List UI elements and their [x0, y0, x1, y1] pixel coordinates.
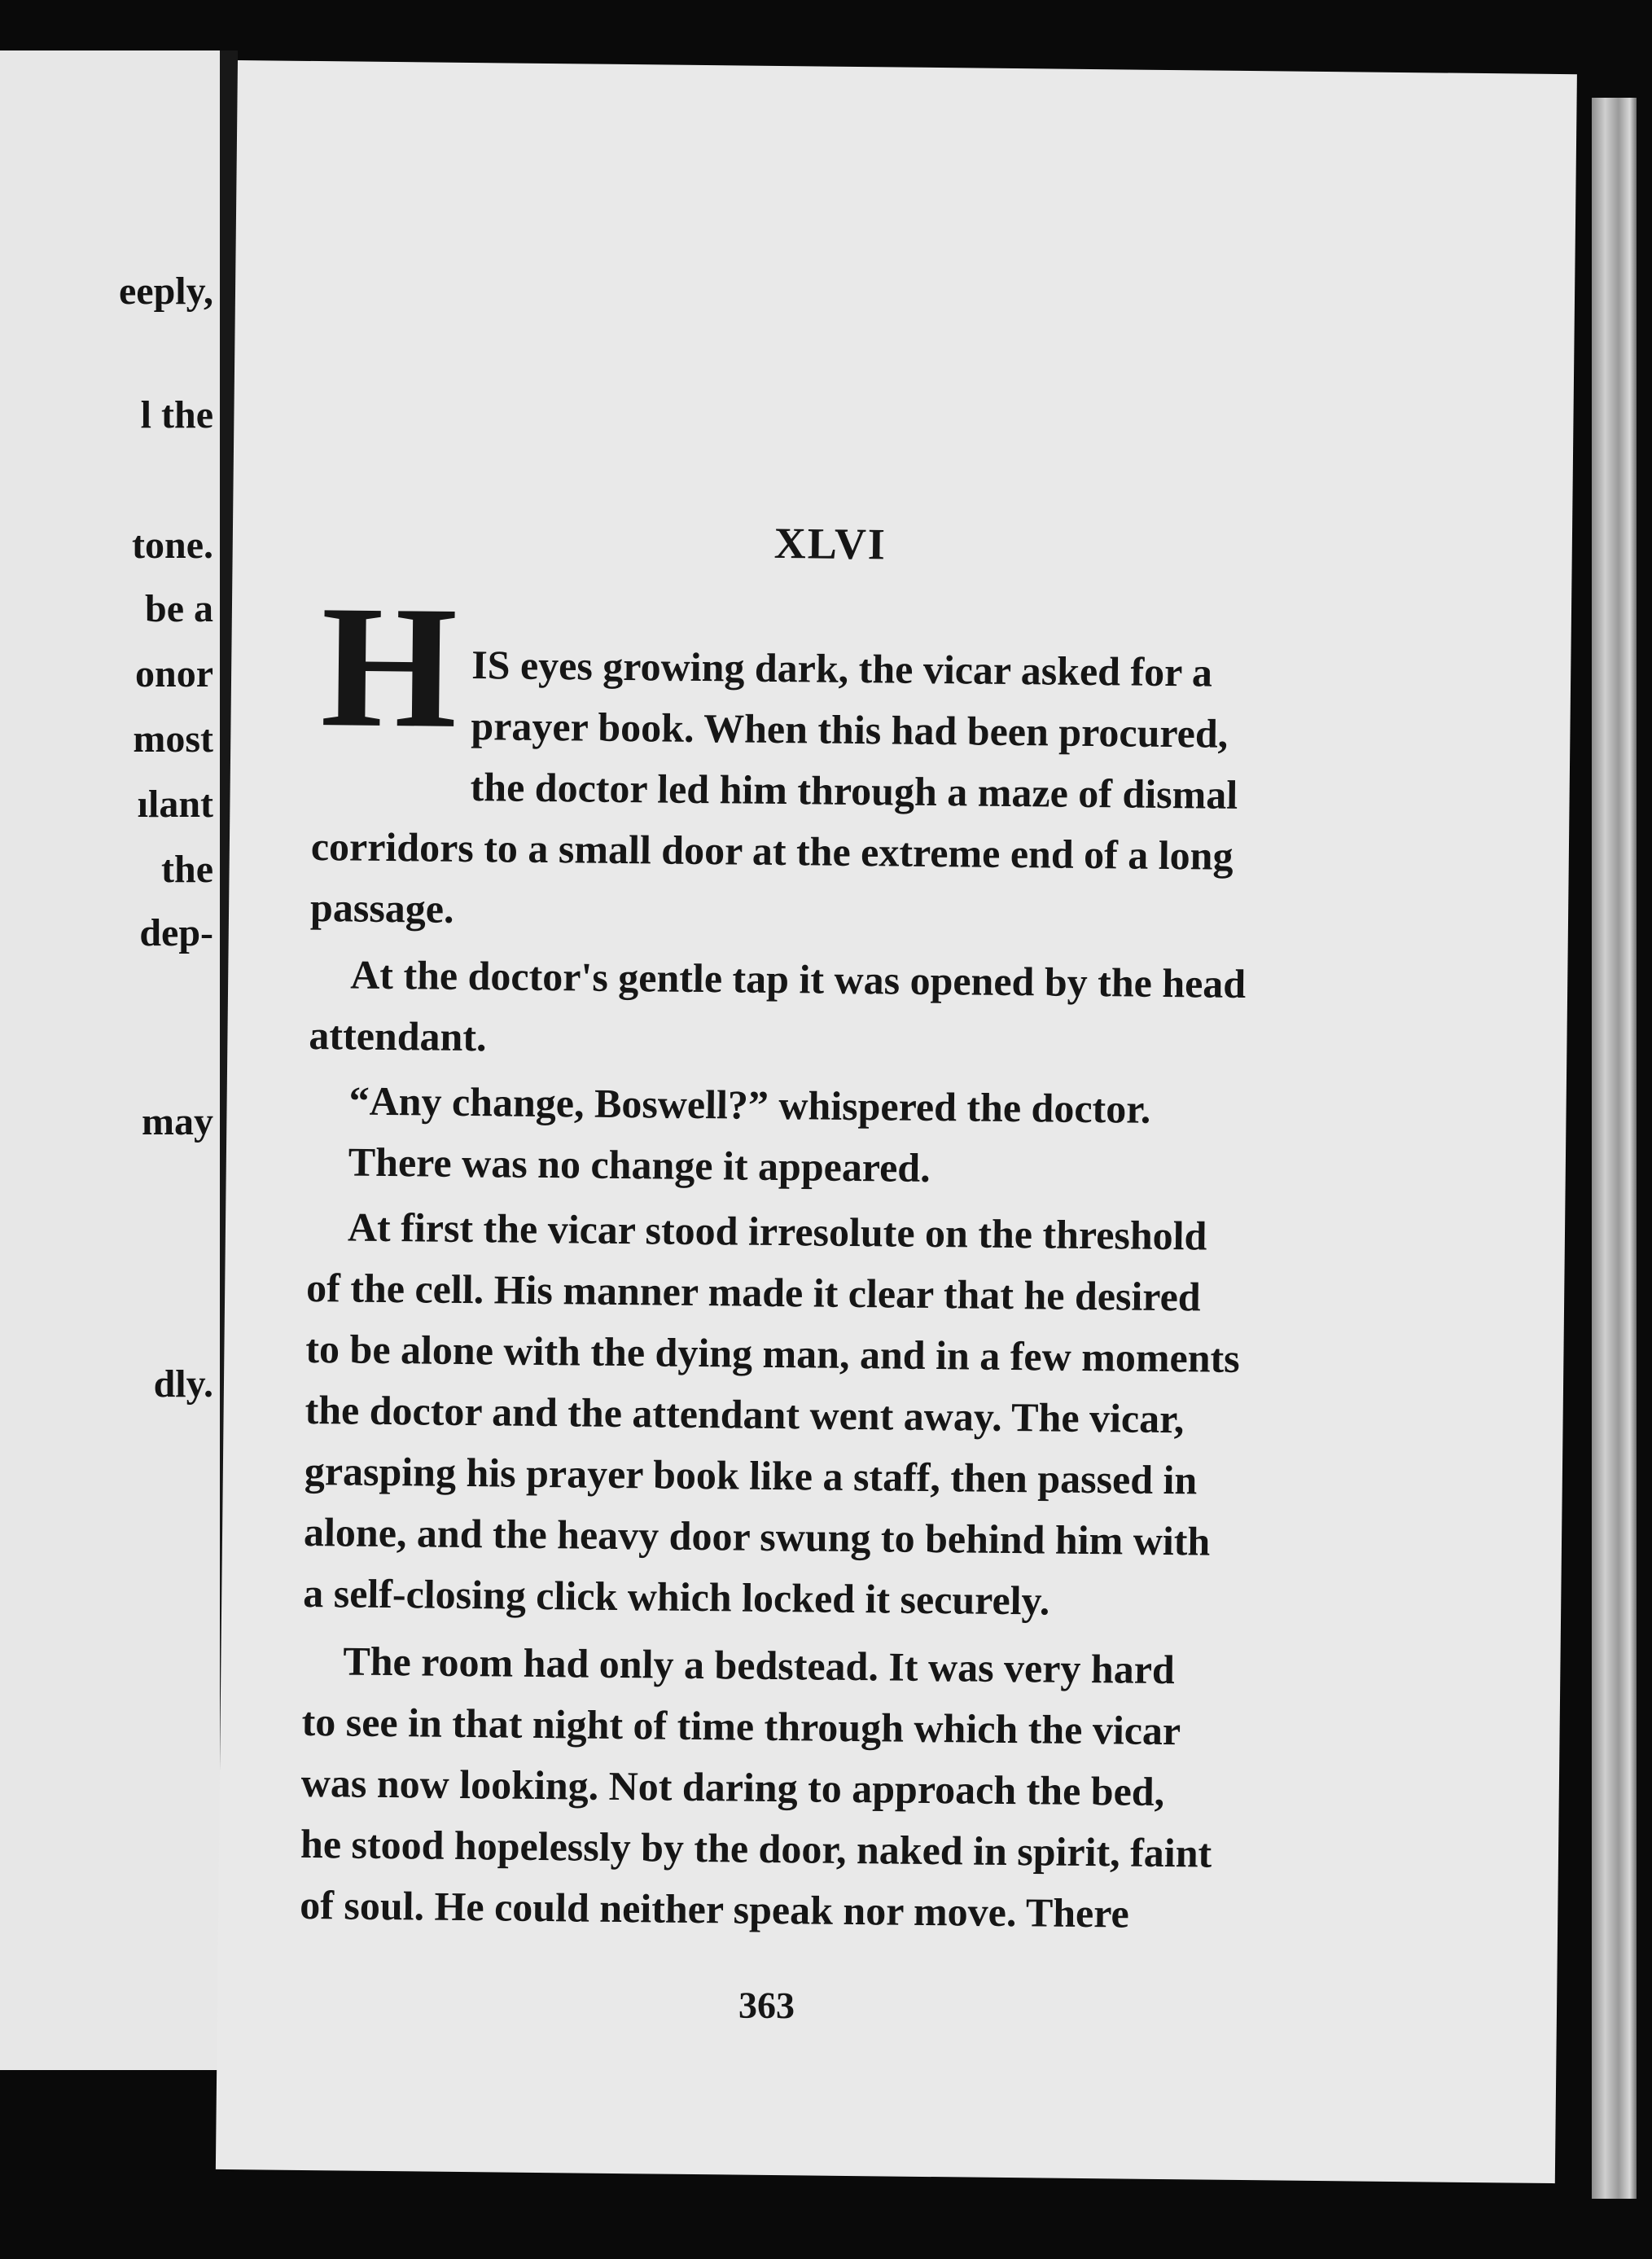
text-line: corridors to a small door at the extreme end of a long — [310, 822, 1234, 879]
text-line: There was no change it appeared. — [348, 1138, 931, 1191]
left-page-fragment: the — [161, 848, 213, 891]
text-line: The room had only a bedstead. It was very hard — [343, 1638, 1176, 1693]
page-edge — [1592, 98, 1637, 2199]
text-line: At the doctor's gentle tap it was opened by the head — [349, 951, 1247, 1007]
text-line: a self-closing click which locked it securely. — [303, 1569, 1050, 1624]
text-line: to see in that night of time through which the vicar — [301, 1698, 1181, 1754]
left-page-fragment: dly. — [153, 1362, 213, 1406]
text-line: At first the vicar stood irresolute on the threshold — [347, 1204, 1207, 1259]
left-page-fragment: be a — [145, 587, 213, 630]
left-page-fragment: l the — [140, 393, 213, 436]
text-line: attendant. — [309, 1011, 487, 1060]
text-line: he stood hopelessly by the door, naked in spirit, faint — [300, 1820, 1212, 1876]
text-line: the doctor led him through a maze of dismal — [470, 764, 1238, 818]
right-page — [216, 60, 1577, 2183]
text-line: IS eyes growing dark, the vicar asked for a — [471, 642, 1213, 695]
page-number: 363 — [738, 1984, 795, 2027]
text-line: grasping his prayer book like a staff, then passed in — [304, 1447, 1198, 1503]
left-page-fragment: tone. — [132, 524, 213, 567]
text-line: passage. — [309, 884, 454, 932]
left-page-fragment: may — [142, 1100, 213, 1143]
text-line: of soul. He could neither speak nor move. There — [299, 1881, 1130, 1937]
text-line: to be alone with the dying man, and in a few moments — [305, 1325, 1240, 1381]
text-line: was now looking. Not daring to approach the bed, — [300, 1759, 1165, 1815]
text-line: of the cell. His manner made it clear that he desired — [305, 1264, 1201, 1320]
text-line: “Any change, Boswell?” whispered the doctor. — [348, 1077, 1151, 1132]
left-page-fragment: eeply, — [119, 270, 213, 313]
left-page-fragment: most — [133, 717, 213, 761]
drop-cap: H — [319, 568, 458, 765]
text-line: the doctor and the attendant went away. The vicar, — [305, 1386, 1185, 1442]
text-line: alone, and the heavy door swung to behind him with — [303, 1508, 1211, 1564]
left-page-fragment: onor — [135, 652, 213, 695]
chapter-heading: XLVI — [773, 518, 887, 569]
left-page — [0, 50, 220, 2070]
left-page-fragment: ılant — [137, 783, 213, 826]
text-line: prayer book. When this had been procured, — [471, 703, 1229, 757]
left-page-fragment: dep- — [139, 911, 213, 954]
